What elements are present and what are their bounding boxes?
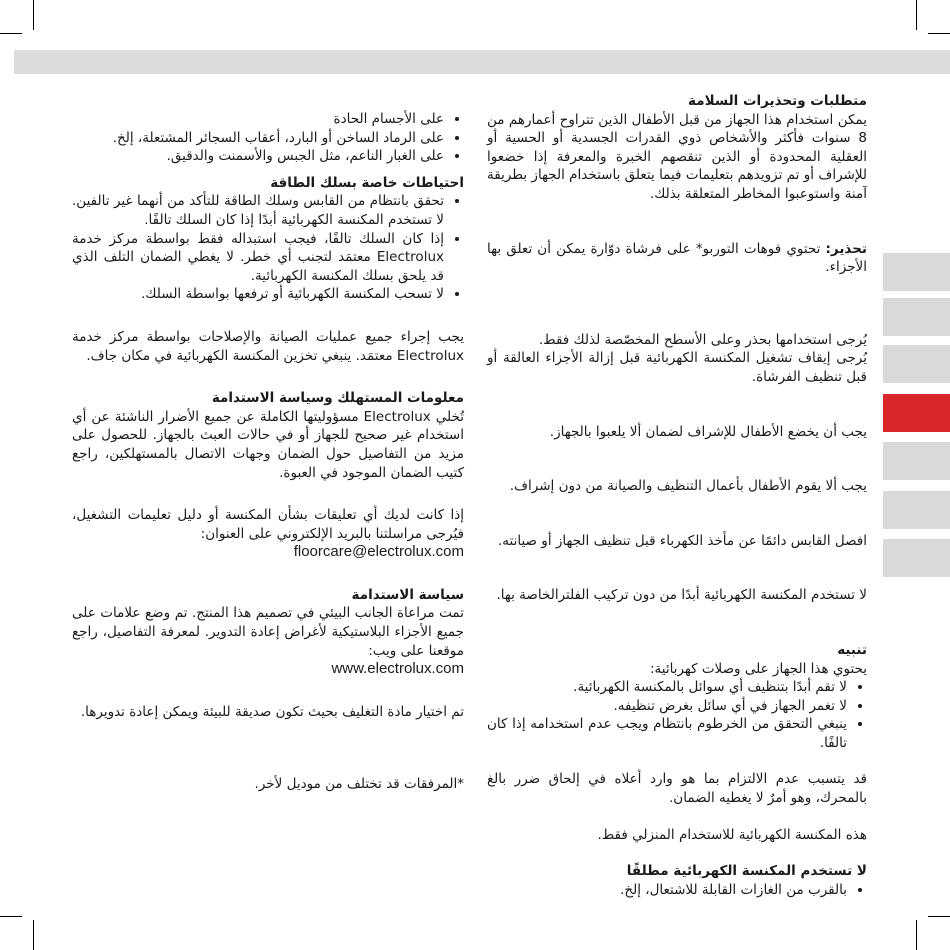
consumer-heading: معلومات المستهلك وسياسة الاستدامة [211, 390, 464, 407]
consumer-text: تُخلي Electrolux مسؤوليتها الكاملة عن جميع الأضرار الناشئة عن أي استخدام غير صحيح للجهاز أو في حالات العبث بالجهاز. للحصول على مزيد من التفاصيل حول الضمان وجهات الاتصال بالمستهلكين، راجع كتيب الضمان الموجود في العبوة. [72, 408, 465, 481]
language-tab[interactable] [883, 491, 950, 529]
attention-list [487, 678, 867, 752]
crop-mark [0, 916, 22, 917]
safety-heading: متطلبات وتحذيرات السلامة [688, 93, 867, 109]
caution-text: تحتوي فوهات التوربو* على فرشاة دوّارة يمكن أن تعلق بها الأجزاء. [487, 240, 867, 276]
crop-mark [928, 916, 950, 917]
header-bar [14, 50, 950, 74]
language-tab[interactable] [883, 539, 950, 577]
accessories-note: *المرفقات قد تختلف من موديل لأخر. [254, 776, 464, 793]
language-tab[interactable] [883, 345, 950, 383]
cable-list [72, 192, 464, 304]
list-item: • على الغبار الناعم، مثل الجبس والأسمنت والدقيق. [72, 147, 444, 166]
service-text: يجب إجراء جميع عمليات الصيانة والإصلاحات بواسطة مركز خدمة Electrolux معتمَد. ينبغي تخزين المكنسة الكهربائية في مكان جاف. [72, 328, 464, 364]
crop-mark [916, 920, 917, 950]
list-item: • لا تقم أبدًا بتنظيف أي سوائل بالمكنسة الكهربائية. [487, 678, 847, 697]
safety-paragraph: يمكن استخدام هذا الجهاز من قبل الأطفال الذين تتراوح أعمارهم من 8 سنوات فأكثر والأشخاص ذوي القدرات الجسدية أو الحسية أو العقلية المحدودة أو الذين تنقصهم الخبرة والمعرفة إذا خضعوا للإشراف أو تم تزويدهم بتعليمات فيما يتعلق باستخدام الجهاز بطريقة آمنة واستوعبوا المخاطر المتعلقة بذلك. [487, 111, 867, 202]
list-item: • ينبغي التحقق من الخرطوم بانتظام ويجب عدم استخدامه إذا كان تالفًا. [487, 715, 847, 752]
list-item: • على الرماد الساخن أو البارد، أعقاب السجائر المشتعلة، إلخ. [72, 129, 444, 148]
household-only-text: هذه المكنسة الكهربائية للاستخدام المنزلي فقط. [597, 826, 867, 843]
never-use-heading: لا تستخدم المكنسة الكهربائية مطلقًا [626, 863, 867, 880]
list-item: • بالقرب من الغازات القابلة للاشتعال، إلخ. [487, 881, 847, 900]
caution-label: تحذير: [825, 240, 867, 257]
attention-intro: يحتوي هذا الجهاز على وصلات كهربائية: [649, 660, 867, 677]
stop-before-text: يُرجى إيقاف تشغيل المكنسة الكهربائية قبل إزالة الأجزاء العالقة أو قبل تنظيف الفرشاة. [487, 350, 867, 385]
never-use-list [487, 881, 867, 900]
use-surfaces-text: يُرجى استخدامها بحذر وعلى الأسطح المخصّصة لذلك فقط. [538, 331, 867, 348]
attention-heading: تنبيه [837, 641, 867, 658]
caution-paragraph [487, 240, 867, 277]
motor-damage-text: قد يتسبب عدم الالتزام بما هو وارد أعلاه في إلحاق ضرر بالغ بالمحرك، وهو أمرٌ لا يغطيه الضمان. [487, 771, 867, 807]
children-no-clean-text: يجب ألا يقوم الأطفال بأعمال التنظيف والصيانة من دون إشراف. [509, 478, 867, 495]
sustain-heading: سياسة الاستدامة [351, 586, 464, 603]
language-tab-active[interactable] [883, 394, 950, 432]
no-filter-text: لا تستخدم المكنسة الكهربائية أبدًا من دون تركيب الفلترالخاصة بها. [496, 587, 867, 604]
language-tab[interactable] [883, 442, 950, 480]
crop-mark [928, 33, 950, 34]
crop-mark [916, 0, 917, 30]
list-item: • تحقق بانتظام من القابس وسلك الطاقة للتأكد من أنهما غير تالفين. لا تستخدم المكنسة الكهربائية أبدًا إذا كان السلك تالفًا. [72, 192, 444, 229]
comments-text: إذا كانت لديك أي تعليقات بشأن المكنسة أو دليل تعليمات التشغيل، فيُرجى مراسلتنا بالبريد الإلكتروني على العنوان: [72, 507, 464, 542]
website-link[interactable]: www.electrolux.com [331, 660, 464, 678]
language-tab[interactable] [883, 298, 950, 336]
cable-heading: احتياطات خاصة بسلك الطاقة [270, 174, 464, 191]
list-item: • إذا كان السلك تالفًا، فيجب استبداله فقط بواسطة مركز خدمة Electrolux معتمَد لتجنب أي خطر. لا يغطي الضمان التلف الذي قد يلحق بسلك المكنسة الكهربائية. [72, 230, 444, 286]
packaging-text: تم اختيار مادة التغليف بحيث تكون صديقة للبيئة ويمكن إعادة تدويرها. [80, 703, 464, 720]
list-item: • لا تسحب المكنسة الكهربائية أو ترفعها بواسطة السلك. [72, 285, 444, 304]
sustain-text: تمت مراعاة الجانب البيئي في تصميم هذا المنتج. تم وضع علامات على جميع الأجزاء البلاستيكية لأغراض إعادة التدوير. لمعرفة التفاصيل، راجع موقعنا على ويب: [72, 605, 464, 659]
list-item: • لا تغمر الجهاز في أي سائل بغرض تنظيفه. [487, 697, 847, 716]
language-tab[interactable] [883, 253, 950, 291]
list-item: • على الأجسام الحادة [72, 110, 444, 129]
children-supervise-text: يجب أن يخضع الأطفال للإشراف لضمان ألا يلعبوا بالجهاز. [549, 423, 867, 440]
never-use-list-continued [72, 110, 464, 166]
crop-mark [33, 920, 34, 950]
right-column [487, 92, 867, 899]
crop-mark [0, 33, 22, 34]
crop-mark [33, 0, 34, 30]
support-email[interactable]: floorcare@electrolux.com [293, 543, 464, 561]
left-column [72, 92, 464, 794]
unplug-text: افصل القابس دائمًا عن مأخذ الكهرباء قبل تنظيف الجهاز أو صيانته. [498, 532, 867, 549]
